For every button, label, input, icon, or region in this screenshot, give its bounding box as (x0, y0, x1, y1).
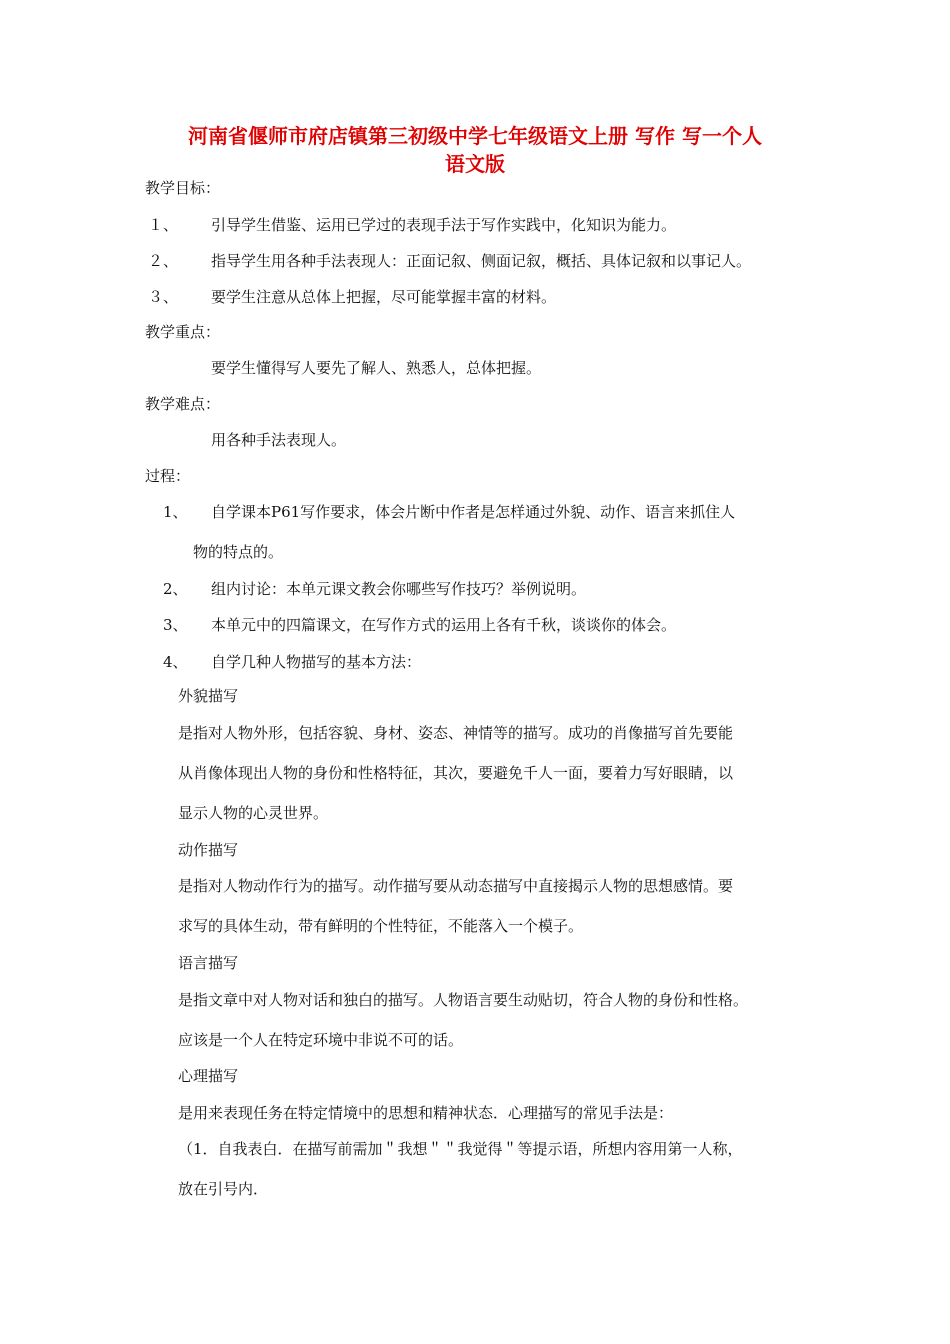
process-text: 组内讨论：本单元课文教会你哪些写作技巧？举例说明。 (211, 580, 587, 598)
process-text: 自学课本P61写作要求，体会片断中作者是怎样通过外貌、动作、语言来抓住人 (211, 503, 736, 521)
objective-number: １、 (148, 216, 179, 234)
process-number: 2、 (163, 580, 188, 598)
key-point-heading: 教学重点： (145, 323, 221, 341)
objective-text: 引导学生借鉴、运用已学过的表现手法于写作实践中，化知识为能力。 (211, 216, 677, 234)
key-point-text: 要学生懂得写人要先了解人、熟悉人，总体把握。 (211, 359, 542, 377)
objective-text: 指导学生用各种手法表现人：正面记叙、侧面记叙，概括、具体记叙和以事记人。 (211, 252, 752, 270)
method-heading: 外貌描写 (178, 687, 239, 705)
document-title-line-2: 语文版 (445, 152, 505, 176)
process-text: 自学几种人物描写的基本方法： (211, 653, 422, 671)
process-number: 1、 (163, 503, 188, 521)
method-text-line: 求写的具体生动，带有鲜明的个性特征，不能落入一个模子。 (178, 917, 584, 935)
process-text: 本单元中的四篇课文，在写作方式的运用上各有千秋，谈谈你的体会。 (211, 616, 677, 634)
method-text-line: 是指文章中对人物对话和独白的描写。人物语言要生动贴切，符合人物的身份和性格。 (178, 991, 749, 1009)
method-text-line: 应该是一个人在特定环境中非说不可的话。 (178, 1031, 464, 1049)
process-number: 3、 (163, 616, 188, 634)
method-text-line: 显示人物的心灵世界。 (178, 804, 329, 822)
objective-text: 要学生注意从总体上把握，尽可能掌握丰富的材料。 (211, 288, 557, 306)
document-title-line-1: 河南省偃师市府店镇第三初级中学七年级语文上册 写作 写一个人 (188, 124, 762, 148)
method-text-line: 是指对人物外形，包括容貌、身材、姿态、神情等的描写。成功的肖像描写首先要能 (178, 724, 734, 742)
method-text-line: 是用来表现任务在特定情境中的思想和精神状态．心理描写的常见手法是： (178, 1104, 674, 1122)
difficulty-heading: 教学难点： (145, 395, 221, 413)
process-text-continued: 物的特点的。 (193, 543, 284, 561)
method-heading: 语言描写 (178, 954, 239, 972)
objective-number: ３、 (148, 288, 179, 306)
method-text-line: （1．自我表白．在描写前需加＂我想＂＂我觉得＂等提示语，所想内容用第一人称， (178, 1140, 743, 1158)
method-text-line: 是指对人物动作行为的描写。动作描写要从动态描写中直接揭示人物的思想感情。要 (178, 877, 734, 895)
method-text-line: 放在引号内． (178, 1180, 269, 1198)
method-text-line: 从肖像体现出人物的身份和性格特征，其次，要避免千人一面，要着力写好眼睛，以 (178, 764, 734, 782)
method-heading: 动作描写 (178, 841, 239, 859)
process-heading: 过程： (145, 467, 191, 485)
process-number: 4、 (163, 653, 188, 671)
objectives-heading: 教学目标： (145, 179, 221, 197)
method-heading: 心理描写 (178, 1067, 239, 1085)
objective-number: ２、 (148, 252, 179, 270)
difficulty-text: 用各种手法表现人。 (211, 431, 347, 449)
